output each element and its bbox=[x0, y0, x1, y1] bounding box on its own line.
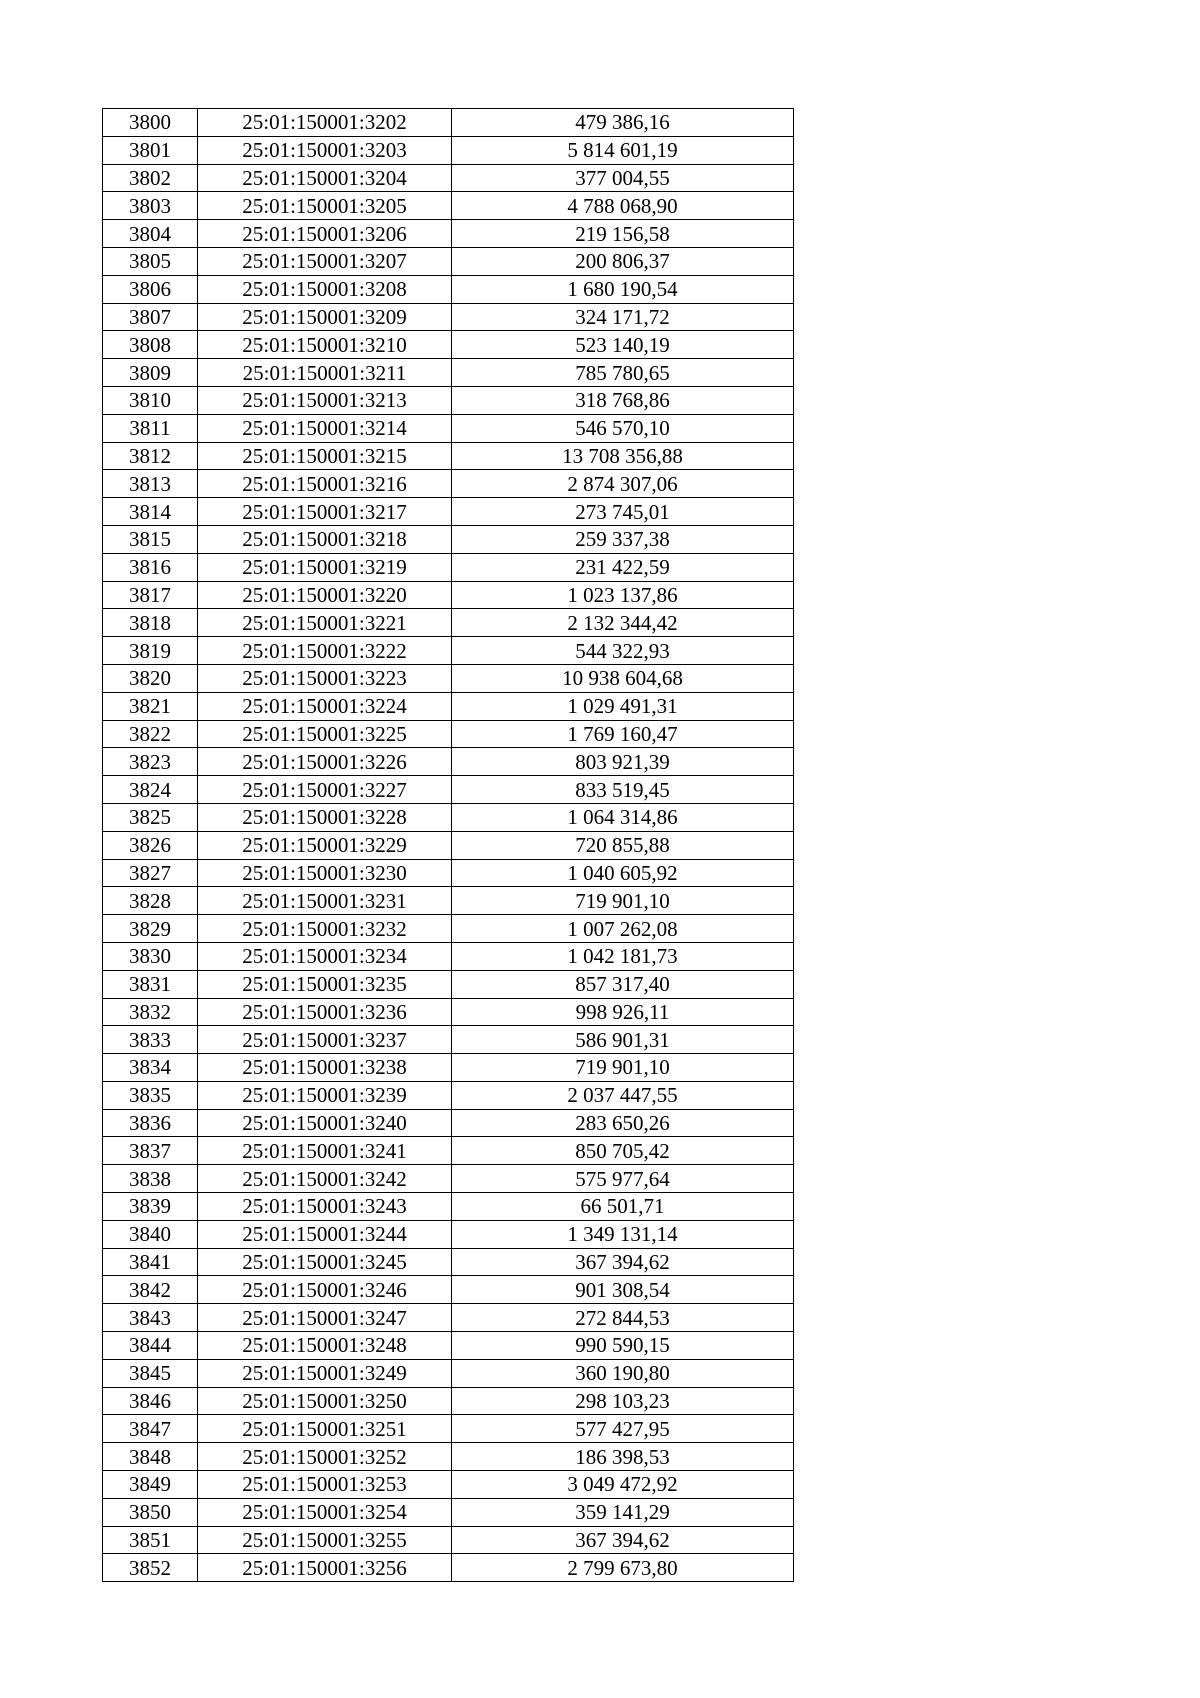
cadastral-number-cell: 25:01:150001:3209 bbox=[198, 303, 452, 331]
table-row bbox=[103, 1554, 794, 1582]
row-number-cell: 3852 bbox=[103, 1554, 198, 1582]
cadastral-number-cell: 25:01:150001:3228 bbox=[198, 803, 452, 831]
row-number-cell: 3850 bbox=[103, 1498, 198, 1526]
table-row bbox=[103, 1359, 794, 1387]
table-row bbox=[103, 1109, 794, 1137]
row-number-cell: 3806 bbox=[103, 275, 198, 303]
value-cell: 10 938 604,68 bbox=[452, 664, 794, 692]
cadastral-number-cell: 25:01:150001:3216 bbox=[198, 470, 452, 498]
table-row bbox=[103, 164, 794, 192]
row-number-cell: 3813 bbox=[103, 470, 198, 498]
cadastral-number-cell: 25:01:150001:3248 bbox=[198, 1332, 452, 1360]
table-row bbox=[103, 331, 794, 359]
row-number-cell: 3828 bbox=[103, 887, 198, 915]
table-row bbox=[103, 970, 794, 998]
cadastral-number-cell: 25:01:150001:3246 bbox=[198, 1276, 452, 1304]
table-row bbox=[103, 803, 794, 831]
cadastral-number-cell: 25:01:150001:3218 bbox=[198, 525, 452, 553]
row-number-cell: 3825 bbox=[103, 803, 198, 831]
row-number-cell: 3834 bbox=[103, 1054, 198, 1082]
value-cell: 720 855,88 bbox=[452, 831, 794, 859]
value-cell: 367 394,62 bbox=[452, 1248, 794, 1276]
value-cell: 360 190,80 bbox=[452, 1359, 794, 1387]
row-number-cell: 3801 bbox=[103, 136, 198, 164]
cadastral-number-cell: 25:01:150001:3235 bbox=[198, 970, 452, 998]
cadastral-number-cell: 25:01:150001:3252 bbox=[198, 1443, 452, 1471]
value-cell: 186 398,53 bbox=[452, 1443, 794, 1471]
value-cell: 850 705,42 bbox=[452, 1137, 794, 1165]
row-number-cell: 3816 bbox=[103, 553, 198, 581]
table-row bbox=[103, 637, 794, 665]
table-row bbox=[103, 1387, 794, 1415]
cadastral-number-cell: 25:01:150001:3254 bbox=[198, 1498, 452, 1526]
cadastral-number-cell: 25:01:150001:3207 bbox=[198, 247, 452, 275]
table-row bbox=[103, 1248, 794, 1276]
value-cell: 219 156,58 bbox=[452, 220, 794, 248]
row-number-cell: 3827 bbox=[103, 859, 198, 887]
cadastral-number-cell: 25:01:150001:3210 bbox=[198, 331, 452, 359]
table-row bbox=[103, 1304, 794, 1332]
row-number-cell: 3817 bbox=[103, 581, 198, 609]
row-number-cell: 3804 bbox=[103, 220, 198, 248]
value-cell: 785 780,65 bbox=[452, 359, 794, 387]
table-row bbox=[103, 386, 794, 414]
row-number-cell: 3833 bbox=[103, 1026, 198, 1054]
table-row bbox=[103, 1415, 794, 1443]
value-cell: 1 680 190,54 bbox=[452, 275, 794, 303]
value-cell: 298 103,23 bbox=[452, 1387, 794, 1415]
table-row bbox=[103, 915, 794, 943]
value-cell: 359 141,29 bbox=[452, 1498, 794, 1526]
row-number-cell: 3818 bbox=[103, 609, 198, 637]
cadastral-number-cell: 25:01:150001:3224 bbox=[198, 692, 452, 720]
row-number-cell: 3805 bbox=[103, 247, 198, 275]
row-number-cell: 3800 bbox=[103, 109, 198, 137]
table-row bbox=[103, 303, 794, 331]
row-number-cell: 3832 bbox=[103, 998, 198, 1026]
value-cell: 1 007 262,08 bbox=[452, 915, 794, 943]
cadastral-number-cell: 25:01:150001:3205 bbox=[198, 192, 452, 220]
row-number-cell: 3843 bbox=[103, 1304, 198, 1332]
value-cell: 377 004,55 bbox=[452, 164, 794, 192]
row-number-cell: 3841 bbox=[103, 1248, 198, 1276]
table-row bbox=[103, 442, 794, 470]
cadastral-number-cell: 25:01:150001:3249 bbox=[198, 1359, 452, 1387]
cadastral-number-cell: 25:01:150001:3220 bbox=[198, 581, 452, 609]
table-row bbox=[103, 220, 794, 248]
cadastral-number-cell: 25:01:150001:3255 bbox=[198, 1526, 452, 1554]
table-row bbox=[103, 1081, 794, 1109]
cadastral-number-cell: 25:01:150001:3229 bbox=[198, 831, 452, 859]
table-row bbox=[103, 1026, 794, 1054]
row-number-cell: 3837 bbox=[103, 1137, 198, 1165]
cadastral-number-cell: 25:01:150001:3245 bbox=[198, 1248, 452, 1276]
table-row bbox=[103, 859, 794, 887]
value-cell: 1 769 160,47 bbox=[452, 720, 794, 748]
cadastral-number-cell: 25:01:150001:3223 bbox=[198, 664, 452, 692]
row-number-cell: 3848 bbox=[103, 1443, 198, 1471]
table-row bbox=[103, 1165, 794, 1193]
value-cell: 273 745,01 bbox=[452, 498, 794, 526]
cadastral-number-cell: 25:01:150001:3239 bbox=[198, 1081, 452, 1109]
table-row bbox=[103, 1054, 794, 1082]
value-cell: 577 427,95 bbox=[452, 1415, 794, 1443]
cadastral-number-cell: 25:01:150001:3230 bbox=[198, 859, 452, 887]
cadastral-value-table bbox=[102, 108, 794, 1582]
cadastral-number-cell: 25:01:150001:3244 bbox=[198, 1220, 452, 1248]
cadastral-number-cell: 25:01:150001:3217 bbox=[198, 498, 452, 526]
cadastral-number-cell: 25:01:150001:3214 bbox=[198, 414, 452, 442]
value-cell: 990 590,15 bbox=[452, 1332, 794, 1360]
cadastral-number-cell: 25:01:150001:3242 bbox=[198, 1165, 452, 1193]
row-number-cell: 3847 bbox=[103, 1415, 198, 1443]
table-row bbox=[103, 887, 794, 915]
cadastral-number-cell: 25:01:150001:3256 bbox=[198, 1554, 452, 1582]
value-cell: 544 322,93 bbox=[452, 637, 794, 665]
row-number-cell: 3814 bbox=[103, 498, 198, 526]
row-number-cell: 3849 bbox=[103, 1471, 198, 1499]
cadastral-number-cell: 25:01:150001:3236 bbox=[198, 998, 452, 1026]
value-cell: 1 349 131,14 bbox=[452, 1220, 794, 1248]
value-cell: 1 023 137,86 bbox=[452, 581, 794, 609]
value-cell: 2 874 307,06 bbox=[452, 470, 794, 498]
table-row bbox=[103, 525, 794, 553]
cadastral-number-cell: 25:01:150001:3219 bbox=[198, 553, 452, 581]
row-number-cell: 3846 bbox=[103, 1387, 198, 1415]
cadastral-number-cell: 25:01:150001:3226 bbox=[198, 748, 452, 776]
row-number-cell: 3812 bbox=[103, 442, 198, 470]
value-cell: 1 040 605,92 bbox=[452, 859, 794, 887]
cadastral-number-cell: 25:01:150001:3243 bbox=[198, 1193, 452, 1221]
cadastral-number-cell: 25:01:150001:3225 bbox=[198, 720, 452, 748]
value-cell: 272 844,53 bbox=[452, 1304, 794, 1332]
row-number-cell: 3808 bbox=[103, 331, 198, 359]
row-number-cell: 3823 bbox=[103, 748, 198, 776]
row-number-cell: 3820 bbox=[103, 664, 198, 692]
value-cell: 1 029 491,31 bbox=[452, 692, 794, 720]
cadastral-number-cell: 25:01:150001:3227 bbox=[198, 776, 452, 804]
value-cell: 1 042 181,73 bbox=[452, 942, 794, 970]
table-row bbox=[103, 609, 794, 637]
table-row bbox=[103, 1220, 794, 1248]
cadastral-number-cell: 25:01:150001:3240 bbox=[198, 1109, 452, 1137]
row-number-cell: 3810 bbox=[103, 386, 198, 414]
value-cell: 3 049 472,92 bbox=[452, 1471, 794, 1499]
table-row bbox=[103, 776, 794, 804]
value-cell: 13 708 356,88 bbox=[452, 442, 794, 470]
cadastral-number-cell: 25:01:150001:3202 bbox=[198, 109, 452, 137]
row-number-cell: 3824 bbox=[103, 776, 198, 804]
row-number-cell: 3844 bbox=[103, 1332, 198, 1360]
value-cell: 283 650,26 bbox=[452, 1109, 794, 1137]
row-number-cell: 3809 bbox=[103, 359, 198, 387]
cadastral-number-cell: 25:01:150001:3221 bbox=[198, 609, 452, 637]
value-cell: 259 337,38 bbox=[452, 525, 794, 553]
row-number-cell: 3830 bbox=[103, 942, 198, 970]
cadastral-number-cell: 25:01:150001:3203 bbox=[198, 136, 452, 164]
value-cell: 231 422,59 bbox=[452, 553, 794, 581]
value-cell: 719 901,10 bbox=[452, 887, 794, 915]
value-cell: 2 132 344,42 bbox=[452, 609, 794, 637]
value-cell: 546 570,10 bbox=[452, 414, 794, 442]
table-row bbox=[103, 664, 794, 692]
table-row bbox=[103, 1526, 794, 1554]
value-cell: 1 064 314,86 bbox=[452, 803, 794, 831]
table-row bbox=[103, 831, 794, 859]
value-cell: 803 921,39 bbox=[452, 748, 794, 776]
table-row bbox=[103, 692, 794, 720]
cadastral-number-cell: 25:01:150001:3206 bbox=[198, 220, 452, 248]
table-body bbox=[103, 109, 794, 1582]
table-row bbox=[103, 1193, 794, 1221]
cadastral-number-cell: 25:01:150001:3215 bbox=[198, 442, 452, 470]
table-row bbox=[103, 414, 794, 442]
table-row bbox=[103, 1443, 794, 1471]
row-number-cell: 3822 bbox=[103, 720, 198, 748]
row-number-cell: 3826 bbox=[103, 831, 198, 859]
value-cell: 719 901,10 bbox=[452, 1054, 794, 1082]
row-number-cell: 3831 bbox=[103, 970, 198, 998]
cadastral-number-cell: 25:01:150001:3204 bbox=[198, 164, 452, 192]
table-row bbox=[103, 192, 794, 220]
table-row bbox=[103, 1137, 794, 1165]
cadastral-number-cell: 25:01:150001:3232 bbox=[198, 915, 452, 943]
value-cell: 2 799 673,80 bbox=[452, 1554, 794, 1582]
cadastral-number-cell: 25:01:150001:3253 bbox=[198, 1471, 452, 1499]
value-cell: 575 977,64 bbox=[452, 1165, 794, 1193]
row-number-cell: 3840 bbox=[103, 1220, 198, 1248]
table-row bbox=[103, 942, 794, 970]
table-row bbox=[103, 581, 794, 609]
cadastral-number-cell: 25:01:150001:3213 bbox=[198, 386, 452, 414]
cadastral-number-cell: 25:01:150001:3231 bbox=[198, 887, 452, 915]
row-number-cell: 3838 bbox=[103, 1165, 198, 1193]
value-cell: 66 501,71 bbox=[452, 1193, 794, 1221]
row-number-cell: 3803 bbox=[103, 192, 198, 220]
row-number-cell: 3839 bbox=[103, 1193, 198, 1221]
table-row bbox=[103, 748, 794, 776]
table-row bbox=[103, 275, 794, 303]
row-number-cell: 3815 bbox=[103, 525, 198, 553]
row-number-cell: 3836 bbox=[103, 1109, 198, 1137]
value-cell: 833 519,45 bbox=[452, 776, 794, 804]
table-row bbox=[103, 470, 794, 498]
cadastral-number-cell: 25:01:150001:3241 bbox=[198, 1137, 452, 1165]
value-cell: 479 386,16 bbox=[452, 109, 794, 137]
table-row bbox=[103, 1276, 794, 1304]
row-number-cell: 3821 bbox=[103, 692, 198, 720]
table-row bbox=[103, 498, 794, 526]
table-row bbox=[103, 136, 794, 164]
table-row bbox=[103, 359, 794, 387]
value-cell: 901 308,54 bbox=[452, 1276, 794, 1304]
cadastral-number-cell: 25:01:150001:3211 bbox=[198, 359, 452, 387]
row-number-cell: 3851 bbox=[103, 1526, 198, 1554]
value-cell: 2 037 447,55 bbox=[452, 1081, 794, 1109]
table-row bbox=[103, 1471, 794, 1499]
table-row bbox=[103, 247, 794, 275]
cadastral-number-cell: 25:01:150001:3251 bbox=[198, 1415, 452, 1443]
row-number-cell: 3802 bbox=[103, 164, 198, 192]
cadastral-number-cell: 25:01:150001:3247 bbox=[198, 1304, 452, 1332]
cadastral-number-cell: 25:01:150001:3234 bbox=[198, 942, 452, 970]
row-number-cell: 3829 bbox=[103, 915, 198, 943]
value-cell: 318 768,86 bbox=[452, 386, 794, 414]
table-row bbox=[103, 553, 794, 581]
table-row bbox=[103, 1332, 794, 1360]
value-cell: 324 171,72 bbox=[452, 303, 794, 331]
value-cell: 998 926,11 bbox=[452, 998, 794, 1026]
cadastral-number-cell: 25:01:150001:3238 bbox=[198, 1054, 452, 1082]
row-number-cell: 3842 bbox=[103, 1276, 198, 1304]
value-cell: 4 788 068,90 bbox=[452, 192, 794, 220]
value-cell: 5 814 601,19 bbox=[452, 136, 794, 164]
cadastral-number-cell: 25:01:150001:3222 bbox=[198, 637, 452, 665]
table-row bbox=[103, 998, 794, 1026]
cadastral-number-cell: 25:01:150001:3250 bbox=[198, 1387, 452, 1415]
value-cell: 367 394,62 bbox=[452, 1526, 794, 1554]
row-number-cell: 3811 bbox=[103, 414, 198, 442]
value-cell: 200 806,37 bbox=[452, 247, 794, 275]
cadastral-number-cell: 25:01:150001:3208 bbox=[198, 275, 452, 303]
value-cell: 523 140,19 bbox=[452, 331, 794, 359]
row-number-cell: 3807 bbox=[103, 303, 198, 331]
cadastral-number-cell: 25:01:150001:3237 bbox=[198, 1026, 452, 1054]
value-cell: 586 901,31 bbox=[452, 1026, 794, 1054]
value-cell: 857 317,40 bbox=[452, 970, 794, 998]
row-number-cell: 3845 bbox=[103, 1359, 198, 1387]
table-row bbox=[103, 109, 794, 137]
table-row bbox=[103, 1498, 794, 1526]
row-number-cell: 3819 bbox=[103, 637, 198, 665]
table-row bbox=[103, 720, 794, 748]
row-number-cell: 3835 bbox=[103, 1081, 198, 1109]
